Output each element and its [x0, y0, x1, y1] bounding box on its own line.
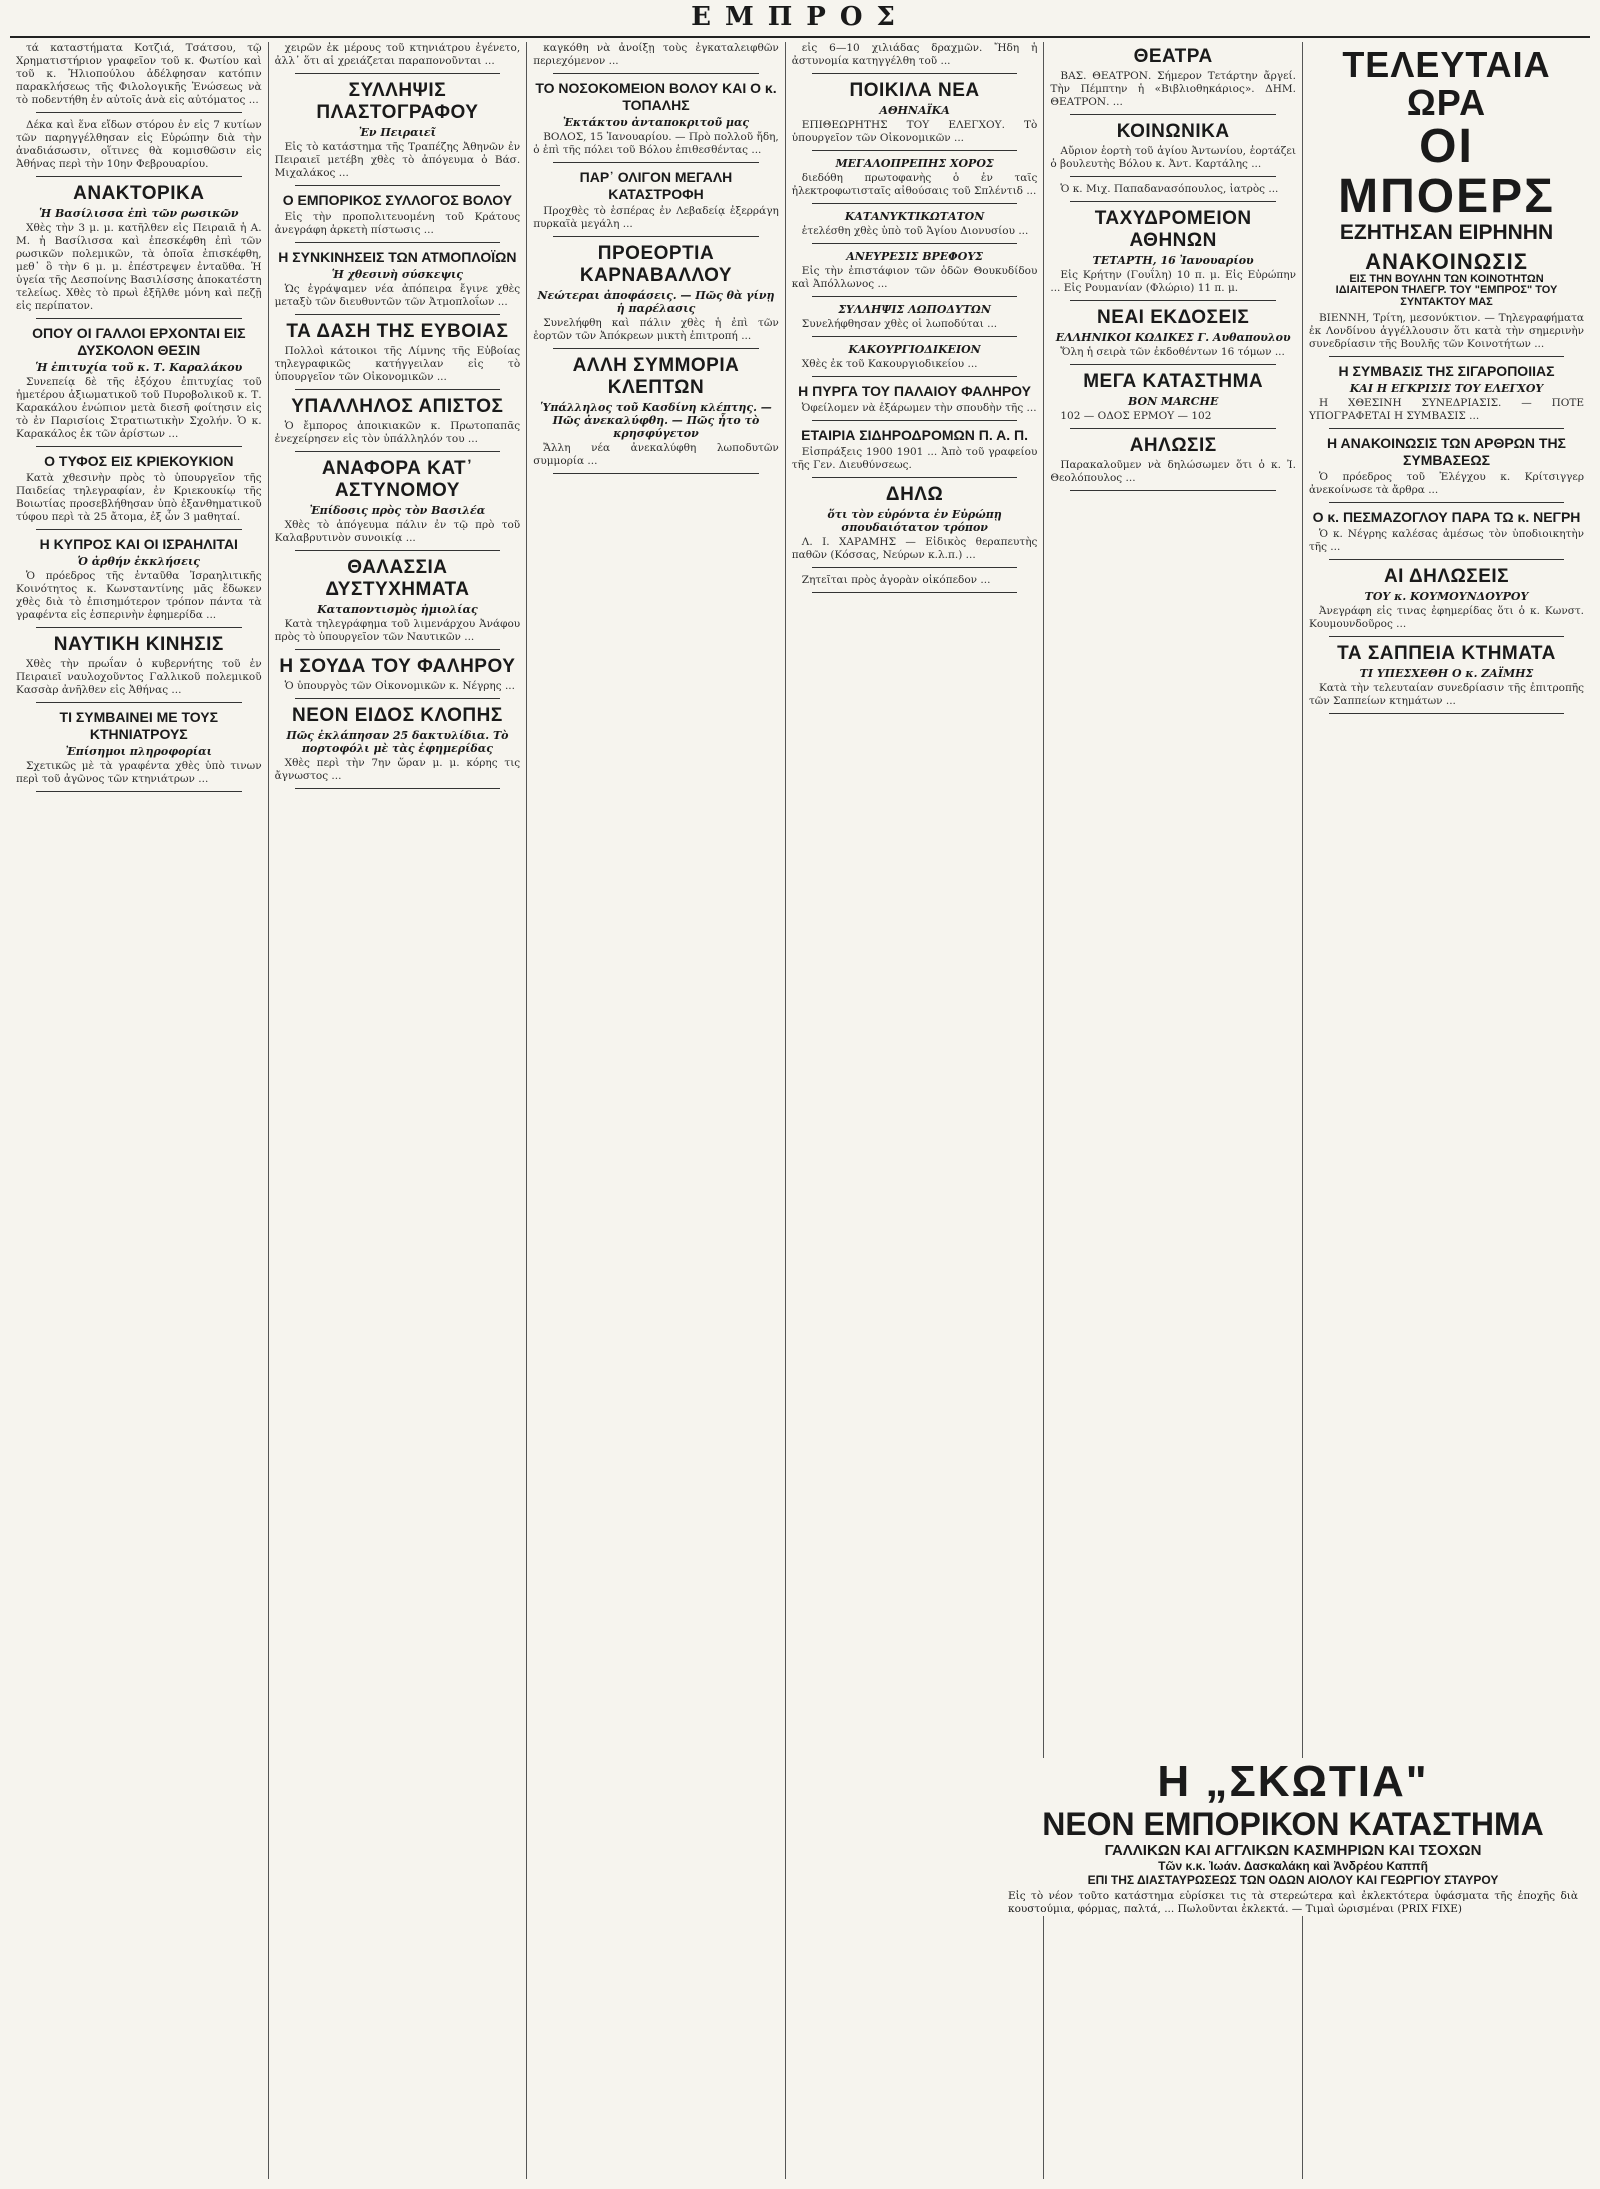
article-heading: ΤΙ ΣΥΜΒΑΙΝΕΙ ΜΕ ΤΟΥΣ ΚΤΗΝΙΑΤΡΟΥΣ — [59, 709, 219, 742]
banner-last-hour: ΤΕΛΕΥΤΑΙΑ ΩΡΑ — [1342, 44, 1551, 123]
article — [275, 249, 521, 315]
section-divider — [812, 336, 1018, 337]
article-body: Ὁ ἔμπορος ἀποικιακῶν κ. Πρωτοπαπᾶς ἐνεχείρησεν εἰς τὸν ὑπάλληλόν του ... — [274, 420, 521, 445]
article-body: ΕΠΙΘΕΩΡΗΤΗΣ ΤΟΥ ΕΛΕΓΧΟΥ. Τὸ ὑπουργεῖον τῶν Οἰκονομικῶν ... — [791, 119, 1038, 144]
section-divider — [295, 698, 501, 699]
section-divider — [1329, 356, 1564, 357]
section-divider — [295, 550, 501, 551]
article-subheading: ΑΝΕΥΡΕΣΙΣ ΒΡΕΦΟΥΣ — [846, 250, 983, 263]
article-body: Χθὲς τὴν 3 μ. μ. κατῆλθεν εἰς Πειραιᾶ ἡ Α. Μ. ἡ Βασίλισσα καὶ ἐπεσκέφθη ἐπὶ τῶν ρωσικῶν πολεμικῶν, τὰ ὁποῖα ἐπισκέφθη, μεθ᾽ ὃ τὴν 6 μ. μ. ἐπέστρεψεν ἐνταῦθα. Ἡ ὑγεία τῆς Δεσποίνης Βασιλίσσης ἀποκατέστη τελείως. Χθὲς τὸ πρωὶ ἐξῆλθε μόνη καὶ πεζῇ εἰς περίπατον. — [16, 222, 262, 312]
article-body: Εἰς τὴν ἐπιστάφιον τῶν ὁδῶν Θουκυδίδου καὶ Ἀπόλλωνος ... — [791, 265, 1038, 290]
article-body: Ὁ κ. Νέγρης καλέσας ἀμέσως τὸν ὑποδιοικητὴν τῆς ... — [1308, 528, 1585, 554]
article-body: Κατὰ χθεσινὴν πρὸς τὸ ὑπουργεῖον τῆς Παιδείας τηλεγραφίαν, ἐν Κριεκουκίῳ τῆς Βοιωτίας προσεβλήθησαν ὑπὸ ἐξανθηματικοῦ τύφου περὶ τὰ 25 ἄτομα, ἐξ ὧν 3 μαθηταί. — [16, 472, 262, 523]
article-heading: ΘΕΑΤΡΑ — [1133, 46, 1213, 67]
article-heading: ΕΤΑΙΡΙΑ ΣΙΔΗΡΟΔΡΟΜΩΝ Π. Α. Π. — [801, 427, 1028, 443]
article — [16, 119, 262, 177]
masthead-title: ΕΜΠΡΟΣ — [691, 2, 909, 32]
section-divider — [553, 348, 759, 349]
section-divider — [812, 73, 1018, 74]
article — [1309, 312, 1584, 357]
article-heading: ΣΥΛΛΗΨΙΣ ΠΛΑΣΤΟΓΡΑΦΟΥ — [316, 80, 479, 123]
article-body: 102 — ΟΔΟΣ ΕΡΜΟΥ — 102 — [1060, 410, 1212, 422]
skotia-advertisement — [1008, 1758, 1578, 1916]
article-subheading: Καταποντισμὸς ἡμιολίας — [317, 603, 478, 616]
article-body: ΒΟΛΟΣ, 15 Ἰανουαρίου. — Πρὸ πολλοῦ ἤδη, ὁ ἐπὶ τῆς πόλει τοῦ Βόλου ἐπιθεσθέντας ... — [533, 131, 779, 156]
article-body: Παρακαλοῦμεν νὰ δηλώσωμεν ὅτι ὁ κ. Ἰ. Θεολόπουλος ... — [1050, 459, 1296, 484]
ad-body: Εἰς τὸ νέον τοῦτο κατάστημα εὑρίσκει τις τὰ στερεώτερα καὶ ἐκλεκτότερα ὑφάσματα τῆς ἐποχῆς διὰ κουστούμια, φόρμας, παλτά, ... Πωλοῦνται ἐκλεκτά. — Τιμαὶ ὡρισμέναι (PRIX FIXE) — [1008, 1890, 1578, 1915]
article-body: Χθὲς τὴν πρωΐαν ὁ κυβερνήτης τοῦ ἐν Πειραιεῖ ναυλοχοῦντος Γαλλικοῦ πολεμικοῦ Κασσὰρ ἀνῆλθεν εἰς Ἀθήνας ... — [16, 658, 262, 696]
banner-telegram: ΙΔΙΑΙΤΕΡΟΝ ΤΗΛΕΓΡ. ΤΟΥ "ΕΜΠΡΟΣ" ΤΟΥ ΣΥΝΤΑΚΤΟΥ ΜΑΣ — [1335, 284, 1558, 308]
article-heading: ΟΠΟΥ ΟΙ ΓΑΛΛΟΙ ΕΡΧΟΝΤΑΙ ΕΙΣ ΔΥΣΚΟΛΟΝ ΘΕΣΙΝ — [32, 325, 246, 358]
article — [533, 355, 779, 474]
article — [1309, 435, 1584, 503]
article-heading: ΤΑΧΥΔΡΟΜΕΙΟΝ ΑΘΗΝΩΝ — [1094, 208, 1252, 251]
article-body: διεδόθη πρωτοφανὴς ὁ ἐν ταῖς ἠλεκτροφωτισταῖς αἰθούσαις τοῦ Σπλέντιδ ... — [791, 172, 1038, 197]
article-heading: ΑΗΛΩΣΙΣ — [1129, 435, 1217, 456]
article-heading: Η ΠΥΡΓΑ ΤΟΥ ΠΑΛΑΙΟΥ ΦΑΛΗΡΟΥ — [798, 383, 1031, 399]
column-4 — [786, 42, 1045, 2179]
article-heading: ΠΟΙΚΙΛΑ ΝΕΑ — [849, 80, 980, 101]
article-body: Εἰσπράξεις 1900 1901 ... Ἀπὸ τοῦ γραφείου τῆς Γεν. Διευθύνσεως. — [791, 446, 1038, 471]
article-heading: ΥΠΑΛΛΗΛΟΣ ΑΠΙΣΤΟΣ — [291, 396, 504, 417]
article — [1309, 643, 1584, 714]
banner-boers: ΟΙ ΜΠΟΕΡΣ — [1338, 119, 1555, 223]
section-divider — [812, 376, 1018, 377]
article-heading: Ο ΤΥΦΟΣ ΕΙΣ ΚΡΙΕΚΟΥΚΙΟΝ — [44, 453, 234, 469]
section-divider — [36, 529, 242, 530]
article-heading: Η ΑΝΑΚΟΙΝΩΣΙΣ ΤΩΝ ΑΡΘΡΩΝ ΤΗΣ ΣΥΜΒΑΣΕΩΣ — [1327, 435, 1566, 469]
section-divider — [1329, 502, 1564, 503]
article-subheading: Νεώτεραι ἀποφάσεις. — Πῶς θὰ γίνῃ ἡ παρέλασις — [537, 289, 775, 315]
article-body: χειρῶν ἐκ μέρους τοῦ κτηνιάτρου ἐγένετο, ἀλλ᾽ ὅτι αἱ χρειάζεται παραπονοῦνται ... — [274, 42, 521, 67]
banner-commons: ΕΙΣ ΤΗΝ ΒΟΥΛΗΝ ΤΩΝ ΚΟΙΝΟΤΗΤΩΝ — [1349, 272, 1544, 285]
article-body: Σχετικῶς μὲ τὰ γραφέντα χθὲς ὑπὸ τινων περὶ τοῦ ἀγῶνος τῶν κτηνιάτρων ... — [16, 760, 262, 785]
section-divider — [812, 296, 1018, 297]
article — [1309, 363, 1584, 429]
article — [792, 484, 1038, 568]
article-subheading: Ὑπάλληλος τοῦ Κασδίνη κλέπτης. — Πῶς ἀνεκαλύφθη. — Πῶς ἦτο τὸ κρησφύγετον — [540, 401, 772, 440]
article-subheading: Ἐν Πειραιεῖ — [358, 126, 436, 139]
article — [275, 42, 521, 74]
article — [16, 325, 262, 447]
article — [792, 250, 1038, 297]
article-heading: ΑΙ ΔΗΛΩΣΕΙΣ — [1383, 566, 1510, 588]
column-2 — [269, 42, 528, 2179]
article — [1050, 46, 1296, 115]
article-body: Ἄλλη νέα ἀνεκαλύφθη λωποδυτῶν συμμορία ... — [533, 442, 779, 467]
article-subheading: ΚΑΚΟΥΡΓΙΟΔΙΚΕΙΟΝ — [848, 343, 981, 356]
article-body: Δέκα καὶ ἕνα εἴδων στόρου ἐν εἰς 7 κυτίων τῶν παρηγγέλθησαν εἰς Εὐρώπην διὰ τὴν ἀναδιάσωσιν, οἵτινες θὰ κομισθῶσιν εἰς Ἀθήνας περὶ τὴν 10ην Φεβρουαρίου. — [16, 119, 262, 170]
article-body: Χθὲς τὸ ἀπόγευμα πάλιν ἐν τῷ πρὸ τοῦ Καλαβρυτινὸν συνοικίᾳ ... — [274, 519, 521, 544]
article-body: Ὀφείλομεν νὰ ἐξάρωμεν τὴν σπουδὴν τῆς ... — [801, 402, 1037, 414]
article — [533, 42, 779, 74]
article-body: Κατὰ τηλεγράφημα τοῦ λιμενάρχου Ἀνάφου πρὸς τὸ ὑπουργεῖον τῶν Ναυτικῶν ... — [274, 618, 521, 643]
article-body: Ὁ πρόεδρος τῆς ἐνταῦθα Ἰσραηλιτικῆς Κοινότητος κ. Κωνσταντίνης μᾶς ἔδωκεν χθὲς διὰ τὸ ἐπισημότερον τρόπον πάντα τὰ γραφέντα εἰς ἑσπερινὴν ἐφημερίδα ... — [16, 570, 262, 621]
article-body: Ζητεῖται πρὸς ἀγορὰν οἰκόπεδον ... — [801, 574, 991, 586]
section-divider — [1070, 114, 1276, 115]
article-body: τά καταστήματα Κοτζιά, Τσάτσου, τῷ Χρηματιστήριον γραφεῖον τοῦ κ. Φωτίου καὶ τοῦ κ. Ἠλιοπούλου ἀδέλφησαν κατόπιν παρακλήσεως τῆς Φιλολογικῆς Ἑνώσεως νὰ τὸ ποδεντήθη ἐν αὐτοῖς ἀνὰ εἰς αὐτόματος ... — [16, 42, 262, 106]
article-heading: Η ΣΟΥΔΑ ΤΟΥ ΦΑΛΗΡΟΥ — [279, 656, 516, 677]
section-divider — [812, 592, 1018, 593]
article — [792, 157, 1038, 204]
section-divider — [1070, 300, 1276, 301]
section-divider — [295, 242, 501, 243]
article-subheading: Ἡ χθεσινὴ σύσκεψις — [331, 268, 463, 281]
article-heading: Ο κ. ΠΕΣΜΑΖΟΓΛΟΥ ΠΑΡΑ ΤΩ κ. ΝΕΓΡΗ — [1312, 509, 1581, 526]
section-divider — [295, 649, 501, 650]
article — [275, 705, 521, 789]
article-body: Αὔριον ἑορτὴ τοῦ ἁγίου Ἀντωνίου, ἑορτάζει ὁ βουλευτὴς Βόλου κ. Ἀντ. Καρτάλης ... — [1050, 145, 1296, 170]
article-body: Ὁ πρόεδρος τοῦ Ἐλέγχου κ. Κρίτσιγγερ ἀνεκοίνωσε τὰ ἄρθρα ... — [1308, 471, 1585, 497]
article-body: Συνελήφθησαν χθὲς οἱ λωποδύται ... — [801, 318, 998, 330]
article — [792, 42, 1038, 74]
section-divider — [1070, 490, 1276, 491]
article-heading: ΚΟΙΝΩΝΙΚΑ — [1116, 121, 1230, 142]
section-divider — [36, 791, 242, 792]
section-divider — [1329, 559, 1564, 560]
section-divider — [36, 702, 242, 703]
article-body: εἰς 6—10 χιλιάδας δραχμῶν. Ἤδη ἡ ἀστυνομία κατηγγέλθη τοῦ ... — [791, 42, 1038, 67]
article — [16, 709, 262, 792]
section-divider — [553, 236, 759, 237]
banner-announcement: ΑΝΑΚΟΙΝΩΣΙΣ — [1365, 249, 1528, 275]
article-body: Ὁ κ. Μιχ. Παπαδανασόπουλος, ἰατρὸς ... — [1060, 183, 1279, 195]
article — [792, 383, 1038, 421]
section-divider — [36, 176, 242, 177]
article — [792, 80, 1038, 151]
article-subheading: ΕΛΛΗΝΙΚΟΙ ΚΩΔΙΚΕΣ Γ. Αυθαπουλου — [1055, 331, 1291, 344]
article-heading: Η ΣΥΝΚΙΝΗΣΕΙΣ ΤΩΝ ΑΤΜΟΠΛΟΪΩΝ — [278, 249, 517, 265]
article — [16, 453, 262, 530]
article-body: Ὅλη ἡ σειρὰ τῶν ἐκδοθέντων 16 τόμων ... — [1060, 346, 1285, 358]
article-heading: Ο ΕΜΠΟΡΙΚΟΣ ΣΥΛΛΟΓΟΣ ΒΟΛΟΥ — [282, 192, 513, 208]
article — [16, 536, 262, 628]
section-divider — [36, 318, 242, 319]
article-body: ΒΑΣ. ΘΕΑΤΡΟΝ. Σήμερον Τετάρτην ἄργεί. Τὴν Πέμπτην ἡ «Βιβλιοθηκάριος». ΔΗΜ. ΘΕΑΤΡΟΝ. ... — [1050, 70, 1296, 108]
article — [275, 192, 521, 243]
article-body: Χθὲς περὶ τὴν 7ην ὥραν μ. μ. κόρης τις ἄγνωστος ... — [274, 757, 521, 782]
article-subheading: ΚΑΤΑΝΥΚΤΙΚΩΤΑΤΟΝ — [844, 210, 985, 223]
article — [533, 169, 779, 237]
section-divider — [1070, 201, 1276, 202]
article-body: Προχθὲς τὸ ἑσπέρας ἐν Λεβαδείᾳ ἐξερράγη πυρκαϊὰ μεγάλη ... — [533, 205, 779, 230]
article-subheading: Ἐκτάκτου ἀνταποκριτοῦ μας — [562, 116, 750, 129]
article-heading: ΑΝΑΦΟΡΑ ΚΑΤ᾽ ΑΣΤΥΝΟΜΟΥ — [321, 458, 473, 501]
article-subheading: Ἐπίδοσις πρὸς τὸν Βασιλέα — [309, 504, 486, 517]
section-divider — [553, 473, 759, 474]
article-heading: ΤΑ ΔΑΣΗ ΤΗΣ ΕΥΒΟΙΑΣ — [286, 321, 509, 342]
article-body: Συνεπείᾳ δὲ τῆς ἐξόχου ἐπιτυχίας τοῦ ἡμετέρου ἀξιωματικοῦ τοῦ Πυροβολικοῦ κ. Τ. Καρακάλου ἐνώπιον μετὰ διεσῆ φοίτησιν εἰς τὸ ἐν Παρισίοις Στρατιωτικὴν Σχολήν. Ὁ κ. Καρακάλος ἐκ τῶν ἀρίστων ... — [16, 376, 262, 440]
article-subheading: Ἡ ἐπιτυχία τοῦ κ. Τ. Καραλάκου — [35, 361, 243, 374]
article-heading: ΠΑΡ᾽ ΟΛΙΓΟΝ ΜΕΓΑΛΗ ΚΑΤΑΣΤΡΟΦΗ — [579, 169, 733, 202]
ad-address: ΕΠΙ ΤΗΣ ΔΙΑΣΤΑΥΡΩΣΕΩΣ ΤΩΝ ΟΔΩΝ ΑΙΟΛΟΥ ΚΑΙ ΓΕΩΡΓΙΟΥ ΣΤΑΥΡΟΥ — [1087, 1873, 1499, 1887]
article — [533, 243, 779, 349]
section-divider — [295, 389, 501, 390]
section-divider — [1329, 713, 1564, 714]
section-divider — [1070, 364, 1276, 365]
article — [275, 396, 521, 452]
section-divider — [812, 420, 1018, 421]
section-divider — [1070, 176, 1276, 177]
article-subheading: BON MARCHE — [1127, 395, 1219, 408]
column-3 — [527, 42, 786, 2179]
article-subheading: ΣΥΛΛΗΨΙΣ ΛΩΠΟΔΥΤΩΝ — [838, 303, 991, 316]
section-divider — [36, 112, 242, 113]
ad-subtitle: ΝΕΟΝ ΕΜΠΟΡΙΚΟΝ ΚΑΤΑΣΤΗΜΑ — [1042, 1806, 1544, 1842]
article — [1050, 183, 1296, 202]
article-subheading: ΤΟΥ κ. ΚΟΥΜΟΥΝΔΟΥΡΟΥ — [1364, 590, 1529, 604]
ad-title: Η „ΣΚΩΤΙΑ" — [1157, 1757, 1429, 1806]
article — [16, 183, 262, 319]
article-heading: ΜΕΓΑ ΚΑΤΑΣΤΗΜΑ — [1083, 371, 1264, 392]
section-divider — [812, 203, 1018, 204]
article-body: Εἰς Κρήτην (Γουΐλη) 10 π. μ. Εἰς Εὐρώπην ... Εἰς Ρουμανίαν (Φλώριο) 11 π. μ. — [1050, 269, 1296, 294]
article — [275, 557, 521, 650]
article — [792, 427, 1038, 478]
article — [1050, 121, 1296, 177]
article — [1050, 371, 1296, 429]
article-heading: ΑΝΑΚΤΟΡΙΚΑ — [73, 183, 205, 204]
article-heading: ΝΕΟΝ ΕΙΔΟΣ ΚΛΟΠΗΣ — [292, 705, 503, 726]
article — [275, 80, 521, 186]
article — [792, 343, 1038, 377]
section-divider — [295, 185, 501, 186]
article-subheading: ΤΕΤΑΡΤΗ, 16 Ἰανουαρίου — [1092, 254, 1254, 267]
section-divider — [1070, 428, 1276, 429]
article — [1050, 208, 1296, 301]
article-subheading: Ἐπίσημοι πληροφορίαι — [65, 745, 212, 758]
article — [533, 80, 779, 163]
article-body: Συνελήφθη καὶ πάλιν χθὲς ἡ ἐπὶ τῶν ἑορτῶν τῶν Ἀπόκρεων μικτὴ ἐπιτροπή ... — [533, 317, 779, 342]
article-heading: ΤΟ ΝΟΣΟΚΟΜΕΙΟΝ ΒΟΛΟΥ ΚΑΙ Ο κ. ΤΟΠΑΛΗΣ — [535, 80, 777, 113]
article-heading: ΝΑΥΤΙΚΗ ΚΙΝΗΣΙΣ — [53, 634, 224, 655]
section-divider — [295, 73, 501, 74]
section-divider — [553, 73, 759, 74]
article-heading: ΝΕΑΙ ΕΚΔΟΣΕΙΣ — [1097, 307, 1250, 328]
article-body: Εἰς τὸ κατάστημα τῆς Τραπέζης Ἀθηνῶν ἐν Πειραιεῖ μετέβη χθὲς τὸ ἀπόγευμα ὁ Βάσ. Μιχαλάκος ... — [274, 141, 521, 179]
column-1 — [10, 42, 269, 2179]
section-divider — [36, 627, 242, 628]
article — [1050, 435, 1296, 491]
section-divider — [1329, 636, 1564, 637]
ad-owners: Τῶν κ.κ. Ἰωάν. Δασκαλάκη καὶ Ἀνδρέου Καππῆ — [1158, 1859, 1428, 1873]
article — [275, 656, 521, 699]
article-heading: Η ΣΥΜΒΑΣΙΣ ΤΗΣ ΣΙΓΑΡΟΠΟΙΙΑΣ — [1338, 363, 1555, 380]
article — [16, 634, 262, 703]
article-body: ΒΙΕΝΝΗ, Τρίτη, μεσονύκτιον. — Τηλεγραφήματα ἐκ Λονδίνου ἀγγέλλουσιν ὅτι κατὰ τὴν σημερινὴν συνεδρίασιν τῆς Βουλῆς τῶν Κοινοτήτων ... — [1308, 312, 1585, 351]
article-body: Η ΧΘΕΣΙΝΗ ΣΥΝΕΔΡΙΑΣΙΣ. — ΠΟΤΕ ΥΠΟΓΡΑΦΕΤΑΙ Η ΣΥΜΒΑΣΙΣ ... — [1308, 397, 1585, 423]
masthead-rule — [10, 36, 1590, 38]
article-body: Ὡς ἐγράψαμεν νέα ἀπόπειρα ἔγινε χθὲς μεταξὺ τῶν διευθυντῶν τῶν Ἀτμοπλοΐων ... — [274, 283, 521, 308]
article — [792, 210, 1038, 244]
article-body: Ἀνεγράφη εἰς τινας ἐφημερίδας ὅτι ὁ κ. Κωνστ. Κουμουνδοῦρος ... — [1308, 605, 1585, 631]
article-subheading: ΚΑΙ Η ΕΓΚΡΙΣΙΣ ΤΟΥ ΕΛΕΓΧΟΥ — [1349, 382, 1544, 396]
article-heading: ΠΡΟΕΟΡΤΙΑ ΚΑΡΝΑΒΑΛΛΟΥ — [579, 243, 733, 286]
article — [16, 42, 262, 113]
article-body: ἐτελέσθη χθὲς ὑπὸ τοῦ Ἁγίου Διονυσίου ... — [801, 225, 1029, 237]
section-divider — [812, 567, 1018, 568]
article — [1050, 307, 1296, 365]
article-body: Κατὰ τὴν τελευταίαν συνεδρίασιν τῆς ἐπιτροπῆς τῶν Σαππείων κτημάτων ... — [1308, 682, 1585, 708]
ad-products: ΓΑΛΛΙΚΩΝ ΚΑΙ ΑΓΓΛΙΚΩΝ ΚΑΣΜΗΡΙΩΝ ΚΑΙ ΤΣΟΧΩΝ — [1104, 1842, 1482, 1859]
article — [275, 458, 521, 551]
article-subheading: ΤΙ ΥΠΕΣΧΕΘΗ Ο κ. ΖΑΪΜΗΣ — [1359, 667, 1534, 681]
section-divider — [812, 150, 1018, 151]
article-subheading: Πῶς ἐκλάπησαν 25 δακτυλίδια. Τὸ πορτοφόλι μὲ τὰς ἐφημερίδας — [286, 729, 509, 755]
section-divider — [295, 451, 501, 452]
article — [275, 321, 521, 390]
section-divider — [812, 243, 1018, 244]
article-heading: ΔΗΛΩ — [885, 484, 944, 505]
article-body: Ὁ ὑπουργὸς τῶν Οἰκονομικῶν κ. Νέγρης ... — [284, 680, 515, 692]
article-body: καγκόθη νὰ ἀνοίξῃ τοὺς ἐγκαταλειφθῶν περιεχόμενον ... — [533, 42, 779, 67]
article-subheading: Ὁ ἀρθήν ἐκκλήσεις — [77, 555, 200, 568]
article-heading: ΑΛΛΗ ΣΥΜΜΟΡΙΑ ΚΛΕΠΤΩΝ — [572, 355, 740, 398]
article — [792, 303, 1038, 337]
article-heading: Η ΚΥΠΡΟΣ ΚΑΙ ΟΙ ΙΣΡΑΗΛΙΤΑΙ — [39, 536, 238, 552]
article-subheading: ΜΕΓΑΛΟΠΡΕΠΗΣ ΧΟΡΟΣ — [835, 157, 994, 170]
article — [1309, 566, 1584, 637]
article-body: Πολλοὶ κάτοικοι τῆς Λίμνης τῆς Εὐβοίας τηλεγραφικῶς κατήγγειλαν εἰς τὸ ὑπουργεῖον τῶν Οἰκονομικῶν ... — [274, 345, 521, 383]
section-divider — [295, 314, 501, 315]
section-divider — [812, 477, 1018, 478]
section-divider — [36, 446, 242, 447]
article-subheading: Ἡ Βασίλισσα ἐπὶ τῶν ρωσικῶν — [39, 207, 239, 220]
section-divider — [553, 162, 759, 163]
banner-peace: ΕΖΗΤΗΣΑΝ ΕΙΡΗΝΗΝ — [1339, 221, 1554, 245]
article-heading: ΤΑ ΣΑΠΠΕΙΑ ΚΤΗΜΑΤΑ — [1337, 643, 1556, 665]
article-body: Εἰς τὴν προπολιτευομένη τοῦ Κράτους ἀνεγράφη ἀρκετὴ πίστωσις ... — [274, 211, 521, 236]
article — [792, 574, 1038, 593]
article-subheading: ΑΘΗΝΑΪΚΑ — [879, 104, 950, 117]
article — [1309, 509, 1584, 560]
article-heading: ΘΑΛΑΣΣΙΑ ΔΥΣΤΥΧΗΜΑΤΑ — [325, 557, 470, 600]
article-body: Λ. Ι. ΧΑΡΑΜΗΣ — Εἰδικὸς θεραπευτὴς παθῶν (Κόσσας, Νεύρων κ.λ.π.) ... — [791, 536, 1038, 561]
article-subheading: ὅτι τὸν εὑρόντα ἐν Εὐρώπῃ σπουδαιότατον τρόπον — [827, 508, 1002, 534]
article-body: Χθὲς ἐκ τοῦ Κακουργιοδικείου ... — [801, 358, 978, 370]
section-divider — [295, 788, 501, 789]
section-divider — [1329, 428, 1564, 429]
